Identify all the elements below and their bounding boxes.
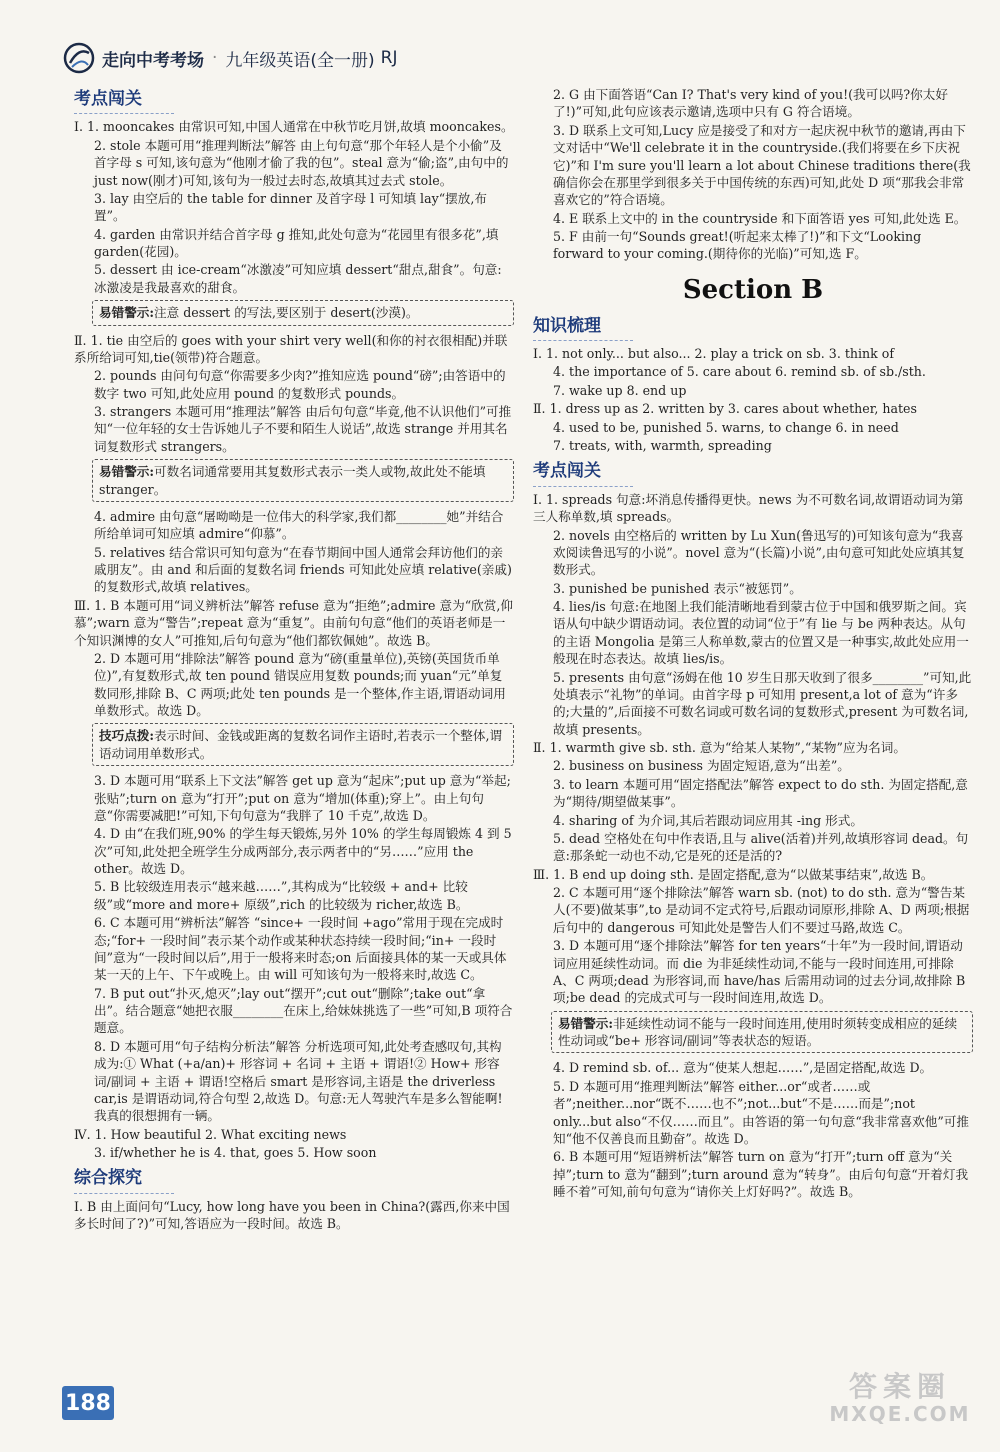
answer-item: 4. admire 由句意“屠呦呦是一位伟大的科学家,我们都________她”并结合所给单词可知应填 admire“仰慕”。 [94,508,504,542]
answer-item: Ⅰ. 1. not only... but also... 2. play a trick on sb. 3. think of [533,346,895,362]
right-column [533,86,973,1201]
tip-text: 非延续性动词不能与一段时间连用,使用时须转变成相应的延续性动词或“be+ 形容词/副词”等表状态的短语。 [558,1015,958,1049]
watermark-logo [810,1372,990,1442]
answer-item: Ⅱ. 1. dress up as 2. written by 3. cares about whether, hates [533,401,917,417]
book-edition: RJ [380,48,398,68]
tip-label: 易错警示: [99,305,155,321]
answer-item: 2. D 本题可用“排除法”解答 pound 意为“磅(重量单位),英镑(英国货币单位)”,有复数形式,故 ten pound 错误应用复数 pounds;而 yuan“元”单复数同形,排除 B、C 两项;此处 ten pounds 是一个整体,作主语,谓语动词用单数形式。故选 D。 [94,650,506,719]
brand-logo-icon [62,41,96,75]
answer-item: 4. E 联系上文中的 in the countryside 和下面答语 yes 可知,此处选 E。 [553,210,967,226]
answer-item: Ⅱ. 1. warmth give sb. sth. 意为“给某人某物”,“某物”应为名词。 [533,740,906,756]
answer-item: 2. business on business 为固定短语,意为“出差”。 [553,758,850,774]
answer-item: 4. garden 由常识并结合首字母 g 推知,此处句意为“花园里有很多花”,填 garden(花园)。 [94,226,499,260]
answer-item: 4. sharing of 为介词,其后若跟动词应用其 -ing 形式。 [553,812,863,828]
tip-label: 易错警示: [99,464,155,480]
answer-item: Ⅱ. 1. tie 由空后的 goes with your shirt very well(和你的衬衣很相配)并联系所给词可知,tie(领带)符合题意。 [74,332,508,365]
answer-item: 3. if/whether he is 4. that, goes 5. How soon [94,1145,377,1161]
answer-item: Ⅳ. 1. How beautiful 2. What exciting news [74,1126,347,1142]
answer-item: 5. dead 空格处在句中作表语,且与 alive(活着)并列,故填形容词 dead。句意:那条蛇一动也不动,它是死的还是活的? [553,830,969,864]
tip-label: 易错警示: [558,1015,614,1031]
answer-item: 5. presents 由句意“汤姆在他 10 岁生日那天收到了很多________”可知,此处填表示“礼物”的单词。由首字母 p 可知用 present,a lot of 意为“许多的;大量的”,后面接不可数名词或可数名词的复数形式,present 为可数名词,故填 presents。 [553,669,972,737]
page-header [62,40,582,76]
answer-item: 5. D 本题可用“推理判断法”解答 either...or“或者……或者”;neither...nor“既不……也不”;not...but“不是……而是”;not only...but also“不仅……而且”。由答语的第一句句意“我非常喜欢他”可推知“他不仅善良而且勤奋”。故选 D。 [553,1078,969,1146]
tip-text: 表示时间、金钱或距离的复数名词作主语时,若表示一个整体,谓语动词用单数形式。 [99,728,503,761]
answer-item: Ⅲ. 1. B end up doing sth. 是固定搭配,意为“以做某事结束”,故选 B。 [533,866,934,882]
answer-item: 5. B 比较级连用表示“越来越……”,其构成为“比较级 + and+ 比较级”或“more and more+ 原级”,rich 的比较级为 richer,故选 B。 [94,879,469,912]
answer-item: 8. D 本题可用“句子结构分析法”解答 分析选项可知,此处考查感叹句,其构成为:① What (+a/an)+ 形容词 + 名词 + 主语 + 谓语!② How+ 形容词/副词 + 主语 + 谓语!空格后 smart 是形容词,主语是 the driverless car,is 是谓语动词,符合句型 2,故选 D。句意:无人驾驶汽车是多么智能啊!我真的很想拥有一辆。 [94,1038,503,1124]
answer-item: 5. F 由前一句“Sounds great!(听起来太棒了!)”和下文“Looking forward to your coming.(期待你的光临)”可知,选 F。 [553,229,922,262]
answer-item: 2. stole 本题可用“推理判断法”解答 由上句句意“那个年轻人是个小偷”及首字母 s 可知,该句意为“他刚才偷了我的包”。steal 意为“偷;盗”,由句中的 just now(刚才)可知,该句为一般过去时态,故填其过去式 stole。 [94,137,509,188]
answer-item: 2. C 本题可用“逐个排除法”解答 warn sb. (not) to do sth. 意为“警告某人(不要)做某事”,to 是动词不定式符号,后跟动词原形,排除 A、D 两项;根据后句中的 dangerous 可知此处是警告人们不要过马路,故选 C。 [553,885,970,935]
answer-item: 2. G 由下面答语“Can I? That's very kind of you!(我可以吗?你太好了!)”可知,此句应该表示邀请,选项中只有 G 符合语境。 [553,87,948,120]
answer-item: 2. novels 由空格后的 written by Lu Xun(鲁迅写的)可知该句意为“我喜欢阅读鲁迅写的小说”。novel 意为“(长篇)小说”,由句意可知此处应填其复数形式。 [553,527,965,578]
answer-item: 3. punished be punished 表示“被惩罚”。 [553,580,802,596]
brand-name: 走向中考考场 [102,50,204,71]
tip-box [92,300,514,325]
section-heading: 综合探究 [74,1167,174,1193]
section-heading: 考点闯关 [74,88,174,114]
watermark-line1: 答案圈 [848,1370,951,1403]
section-heading: 考点闯关 [533,460,633,486]
answer-item: 5. relatives 结合常识可知句意为“在春节期间中国人通常会拜访他们的亲戚朋友”。由 and 和后面的复数名词 friends 可知此处应填 relative(亲戚)的复数形式,故填 relatives。 [94,544,512,595]
answer-item: 4. the importance of 5. care about 6. remind sb. of sb./sth. [553,364,926,380]
answer-item: 3. to learn 本题可用“固定搭配法”解答 expect to do sth. 为固定搭配,意为“期待/期望做某事”。 [553,776,968,810]
section-heading: 知识梳理 [533,315,633,341]
answer-item: 3. D 本题可用“联系上下文法”解答 get up 意为“起床”;put up 意为“举起;张贴”;turn on 意为“打开”;put on 意为“增加(体重);穿上”。由上句句意“你需要减肥!”可知,下句句意为“我胖了 10 千克”,故选 D。 [94,773,511,823]
watermark-line2: MXQE.COM [829,1401,971,1426]
answer-item: 3. D 联系上文可知,Lucy 应是接受了和对方一起庆祝中秋节的邀请,再由下文对话中“We'll celebrate it in the countryside.(我们将要在乡下庆祝它)”和 I'm sure you'll learn a lot about Chinese traditions there(我确信你会在那里学到很多关于中国传统的东西)可知,此处 D 项“那我会非常喜欢它的”符合语境。 [553,122,971,208]
answer-item: 4. D 由“在我们班,90% 的学生每天锻炼,另外 10% 的学生每周锻炼 4 到 5 次”可知,此处把全班学生分成两部分,表示两者中的“另……”应用 the other。故选 D。 [94,826,512,877]
answer-item: 2. pounds 由问句句意“你需要多少肉?”推知应选 pound“磅”;由答语中的数字 two 可知,此处应用 pound 的复数形式 pounds。 [94,368,506,401]
answer-item: 4. used to be, punished 5. warns, to change 6. in need [553,419,899,435]
answer-item: 4. D remind sb. of... 意为“使某人想起……”,是固定搭配,故选 D。 [553,1060,933,1076]
answer-item: 7. treats, with, warmth, spreading [553,437,772,453]
tip-text: 注意 dessert 的写法,要区别于 desert(沙漠)。 [154,305,419,321]
answer-item: 7. B put out“扑灭,熄灭”;lay out“摆开”;cut out“删除”;take out“拿出”。结合题意“她把衣服________在床上,给妹妹挑选了一些”可知,B 项符合题意。 [94,985,513,1036]
answer-item: Ⅲ. 1. B 本题可用“词义辨析法”解答 refuse 意为“拒绝”;admire 意为“欣赏,仰慕”;warn 意为“警告”;repeat 意为“重复”。由前句句意“他们的英语老师是一个知识渊博的女人”可推知,后句句意为“他们都钦佩她”。故选 B。 [74,597,513,648]
answer-item: 3. D 本题可用“逐个排除法”解答 for ten years“十年”为一段时间,谓语动词应用延续性动词。而 die 为非延续性动词,不能与一段时间连用,可排除 A、C 两项;dead 为形容词,而 have/has 后需用动词的过去分词,故排除 B 项;be dead 的完成式可与一段时间连用,故选 D。 [553,938,966,1006]
left-column [74,82,514,1234]
answer-item: Ⅰ. B 由上面问句“Lucy, how long have you been in China?(露西,你来中国多长时间了?)”可知,答语应为一段时间。故选 B。 [74,1198,510,1232]
answer-item: 3. strangers 本题可用“推理法”解答 由后句句意“毕竟,他不认识他们”可推知“一位年轻的女士告诉她儿子不要和陌生人说话”,故选 strange 并用其名词复数形式 strangers。 [94,404,512,454]
answer-item: 6. C 本题可用“辨析法”解答 “since+ 一段时间 +ago”常用于现在完成时态;“for+ 一段时间”表示某个动作或某种状态持续一段时间;“in+ 一段时间”意为“一段时间以后”,用于一般将来时态;on 后面接具体的某一天或具体某一天的上午、下午或晚上。由 will 可知该句为一般将来时,故选 C。 [94,915,507,983]
answer-item: 7. wake up 8. end up [553,382,687,398]
answer-item: Ⅰ. 1. spreads 句意:坏消息传播得更快。news 为不可数名词,故谓语动词为第三人称单数,填 spreads。 [533,491,964,525]
tip-text: 可数名词通常要用其复数形式表示一类人或物,故此处不能填 stranger。 [99,464,486,497]
tip-box [92,459,514,502]
tip-label: 技巧点拨: [99,728,155,744]
answer-item: 6. B 本题可用“短语辨析法”解答 turn on 意为“打开”;turn off 意为“关掉”;turn to 意为“翻到”;turn around 意为“转身”。由后句句意“开着灯我睡不着”可知,前句句意为“请你关上灯好吗?”。故选 B。 [553,1149,969,1200]
answer-item: 5. dessert 由 ice-cream“冰激凌”可知应填 dessert“甜点,甜食”。句意:冰激凌是我最喜欢的甜食。 [94,262,502,295]
answer-item: 4. lies/is 句意:在地图上我们能清晰地看到蒙古位于中国和俄罗斯之间。宾语从句中缺少谓语动词。表位置的动词“位于”有 lie 与 be 两种表达。从句的主语 Mongolia 是第三人称单数,蒙古的位置又是一种事实,故此处应用一般现在时态表达。故填 lies/is。 [553,599,969,667]
tip-box [551,1011,973,1054]
page-number: 188 [62,1386,114,1420]
book-subtitle: 九年级英语(全一册) [225,50,375,71]
section-title: Section B [682,274,824,305]
tip-box [92,723,514,766]
answer-item: Ⅰ. 1. mooncakes 由常识可知,中国人通常在中秋节吃月饼,故填 mooncakes。 [74,119,514,135]
header-separator: · [212,48,218,68]
answer-item: 3. lay 由空后的 the table for dinner 及首字母 l 可知填 lay“摆放,布置”。 [94,190,487,224]
